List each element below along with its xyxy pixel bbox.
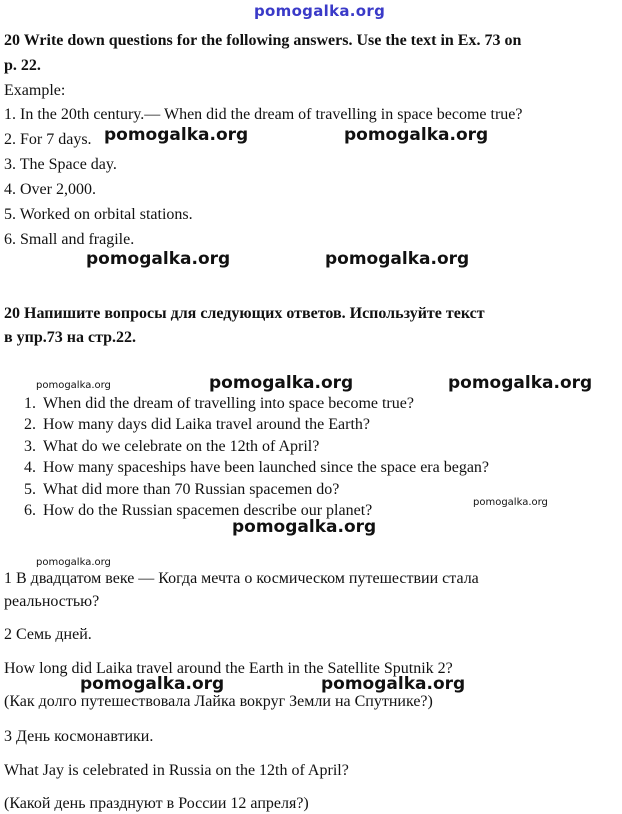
answer-6: 6. Small and fragile. <box>4 231 135 248</box>
list-item-number: 2. <box>24 416 36 434</box>
russian-heading-line1: 20 Напишите вопросы для следующих ответов. Используйте текст <box>4 305 485 322</box>
list-item-number: 6. <box>24 502 36 520</box>
watermark[interactable]: pomogalka.org <box>86 249 231 269</box>
watermark-top[interactable]: pomogalka.org <box>254 2 386 20</box>
watermark[interactable]: pomogalka.org <box>325 249 470 269</box>
explanation-1-line1: 1 В двадцатом веке — Когда мечта о космическом путешествии стала <box>4 570 479 587</box>
explanation-3-en: What Jay is celebrated in Russia on the 12th of April? <box>4 762 349 779</box>
explanation-3-translation: (Какой день празднуют в России 12 апреля?) <box>4 795 309 812</box>
watermark[interactable]: pomogalka.org <box>344 125 489 145</box>
list-item-text: When did the dream of travelling into space become true? <box>43 395 414 412</box>
list-item <box>10 436 489 457</box>
english-heading-line2: p. 22. <box>4 57 41 74</box>
list-item <box>10 479 489 500</box>
list-item-text: How do the Russian spacemen describe our planet? <box>43 502 373 520</box>
answer-2: 2. For 7 days. <box>4 131 92 148</box>
list-item <box>10 393 489 414</box>
list-item-text: What do we celebrate on the 12th of April? <box>43 437 320 455</box>
list-item <box>10 457 489 478</box>
answer-5: 5. Worked on orbital stations. <box>4 206 193 223</box>
example-label: Example: <box>4 82 66 99</box>
explanation-2-en: How long did Laika travel around the Earth in the Satellite Sputnik 2? <box>4 660 453 677</box>
watermark-small[interactable]: pomogalka.org <box>36 557 111 568</box>
watermark[interactable]: pomogalka.org <box>209 373 354 393</box>
list-item <box>10 414 489 435</box>
explanation-2-ru: 2 Семь дней. <box>4 626 92 643</box>
list-item-text: What did more than 70 Russian spacemen do? <box>43 480 340 498</box>
watermark-small[interactable]: pomogalka.org <box>473 497 548 508</box>
explanation-3-ru: 3 День космонавтики. <box>4 728 154 745</box>
answer-4: 4. Over 2,000. <box>4 181 96 198</box>
explanation-2-translation: (Как долго путешествовала Лайка вокруг Земли на Спутнике?) <box>4 693 433 710</box>
list-item-text: How many spaceships have been launched since the space era began? <box>43 459 490 477</box>
watermark[interactable]: pomogalka.org <box>104 125 249 145</box>
russian-heading-line2: в упр.73 на стр.22. <box>4 329 137 346</box>
answer-1: 1. In the 20th century.— When did the dream of travelling in space become true? <box>4 106 523 123</box>
list-item-number: 3. <box>24 437 36 455</box>
questions-list <box>10 393 489 521</box>
watermark[interactable]: pomogalka.org <box>321 674 466 694</box>
watermark-small[interactable]: pomogalka.org <box>36 380 111 391</box>
watermark[interactable]: pomogalka.org <box>448 373 593 393</box>
explanation-1-line2: реальностью? <box>4 593 100 610</box>
list-item-number: 5. <box>24 480 36 498</box>
list-item-number: 1. <box>24 395 36 412</box>
list-item-text: How many days did Laika travel around the Earth? <box>43 416 370 434</box>
english-heading-line1: 20 Write down questions for the following answers. Use the text in Ex. 73 on <box>4 32 522 49</box>
watermark[interactable]: pomogalka.org <box>232 517 377 537</box>
answer-3: 3. The Space day. <box>4 156 117 173</box>
watermark[interactable]: pomogalka.org <box>80 674 225 694</box>
list-item-number: 4. <box>24 459 36 477</box>
